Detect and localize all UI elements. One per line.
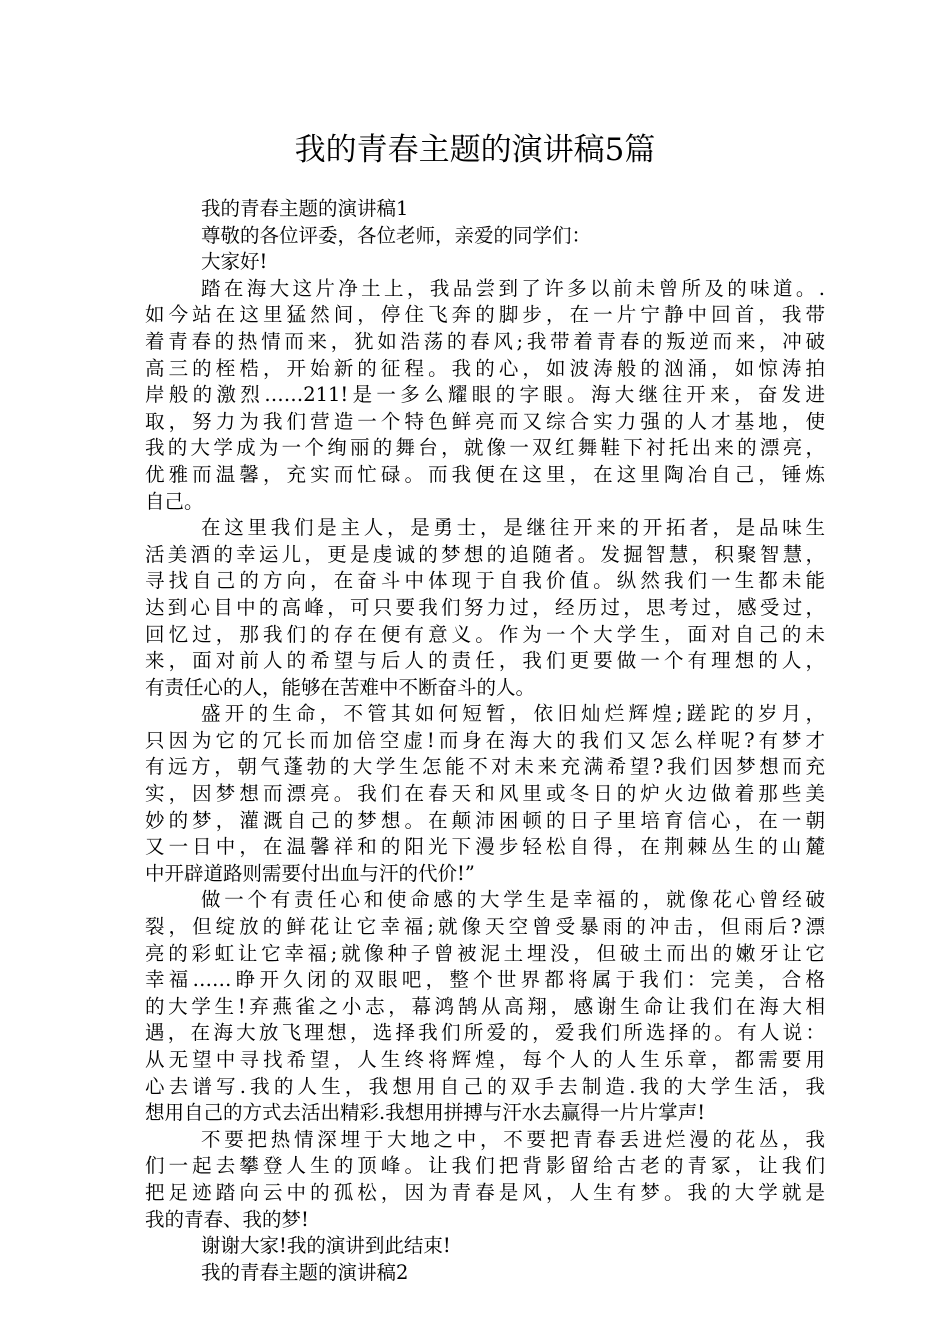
text-line: 有远方，朝气蓬勃的大学生怎能不对未来充满希望?我们因梦想而充 <box>145 755 825 779</box>
text-line: 谢谢大家!我的演讲到此结束! <box>201 1234 451 1258</box>
text-line: 着青春的热情而来，犹如浩荡的春风;我带着青春的叛逆而来，冲破 <box>145 329 825 353</box>
text-line: 把足迹踏向云中的孤松，因为青春是风，人生有梦。我的大学就是 <box>145 1180 825 1204</box>
text-line: 高三的桎梏，开始新的征程。我的心，如波涛般的汹涌，如惊涛拍 <box>145 356 825 380</box>
text-line: 心去谱写.我的人生，我想用自己的双手去制造.我的大学生活，我 <box>145 1074 825 1098</box>
text-line: 我的青春主题的演讲稿1 <box>201 197 409 220</box>
text-line: 幸福……睁开久闭的双眼吧，整个世界都将属于我们：完美，合格 <box>145 968 825 992</box>
text-line: 遇，在海大放飞理想，选择我们所爱的，爱我们所选择的。有人说： <box>145 1021 825 1045</box>
text-line: 不要把热情深埋于大地之中，不要把青春丢进烂漫的花丛，我 <box>201 1127 825 1151</box>
text-line: 踏在海大这片净土上，我品尝到了许多以前未曾所及的味道。. <box>201 276 825 300</box>
text-line: 大家好! <box>201 250 268 274</box>
text-line: 达到心目中的高峰，可只要我们努力过，经历过，思考过，感受过， <box>145 595 825 619</box>
text-line: 实，因梦想而漂亮。我们在春天和风里或冬日的炉火边做着那些美 <box>145 782 825 806</box>
document-title: 我的青春主题的演讲稿5篇 <box>294 132 656 168</box>
text-line: 想用自己的方式去活出精彩.我想用拼搏与汗水去赢得一片片掌声! <box>145 1101 706 1125</box>
text-line: 从无望中寻找希望，人生终将辉煌，每个人的人生乐章，都需要用 <box>145 1048 825 1071</box>
text-line: 取，努力为我们营造一个特色鲜亮而又综合实力强的人才基地，使 <box>145 409 825 433</box>
text-line: 裂，但绽放的鲜花让它幸福;就像天空曾受暴雨的冲击，但雨后?漂 <box>145 915 825 939</box>
text-line: 做一个有责任心和使命感的大学生是幸福的，就像花心曾经破 <box>201 888 825 912</box>
text-line: 活美酒的幸运儿，更是虔诚的梦想的追随者。发掘智慧，积聚智慧， <box>145 542 825 566</box>
text-line: 尊敬的各位评委，各位老师，亲爱的同学们： <box>201 223 592 247</box>
text-line: 中开辟道路则需要付出血与汗的代价!” <box>145 861 475 885</box>
text-line: 的大学生!弃燕雀之小志，幕鸿鹄从高翔，感谢生命让我们在海大相 <box>145 994 825 1018</box>
text-line: 优雅而温馨，充实而忙碌。而我便在这里，在这里陶冶自己，锤炼 <box>145 462 825 486</box>
document-body <box>145 196 825 1286</box>
text-line: 们一起去攀登人生的顶峰。让我们把背影留给古老的青冢，让我们 <box>145 1154 825 1178</box>
text-line: 我的青春主题的演讲稿2 <box>201 1260 409 1284</box>
text-line: 又一日中，在温馨祥和的阳光下漫步轻松自得，在荆棘丛生的山麓 <box>145 835 825 859</box>
text-line: 只因为它的冗长而加倍空虚!而身在海大的我们又怎么样呢?有梦才 <box>145 728 825 752</box>
text-line: 亮的彩虹让它幸福;就像种子曾被泥土埋没，但破土而出的嫩牙让它 <box>145 941 825 965</box>
text-line: 盛开的生命，不管其如何短暂，依旧灿烂辉煌;蹉跎的岁月， <box>201 702 825 726</box>
text-line: 自己。 <box>145 489 204 513</box>
text-line: 妙的梦，灌溉自己的梦想。在颠沛困顿的日子里培育信心，在一朝 <box>145 808 825 832</box>
text-line: 寻找自己的方向，在奋斗中体现于自我价值。纵然我们一生都未能 <box>145 569 825 593</box>
text-line: 我的青春、我的梦! <box>145 1207 309 1231</box>
text-line: 回忆过，那我们的存在便有意义。作为一个大学生，面对自己的未 <box>145 622 825 646</box>
text-line: 来，面对前人的希望与后人的责任，我们更要做一个有理想的人， <box>145 649 825 673</box>
text-line: 如今站在这里猛然间，停住飞奔的脚步，在一片宁静中回首，我带 <box>145 303 825 327</box>
text-line: 岸般的激烈……211!是一多么耀眼的字眼。海大继往开来，奋发进 <box>145 383 825 407</box>
text-line: 在这里我们是主人，是勇士，是继往开来的开拓者，是品味生 <box>201 516 825 540</box>
text-line: 我的大学成为一个绚丽的舞台，就像一双红舞鞋下衬托出来的漂亮， <box>145 436 825 460</box>
text-line: 有责任心的人，能够在苦难中不断奋斗的人。 <box>145 675 536 699</box>
